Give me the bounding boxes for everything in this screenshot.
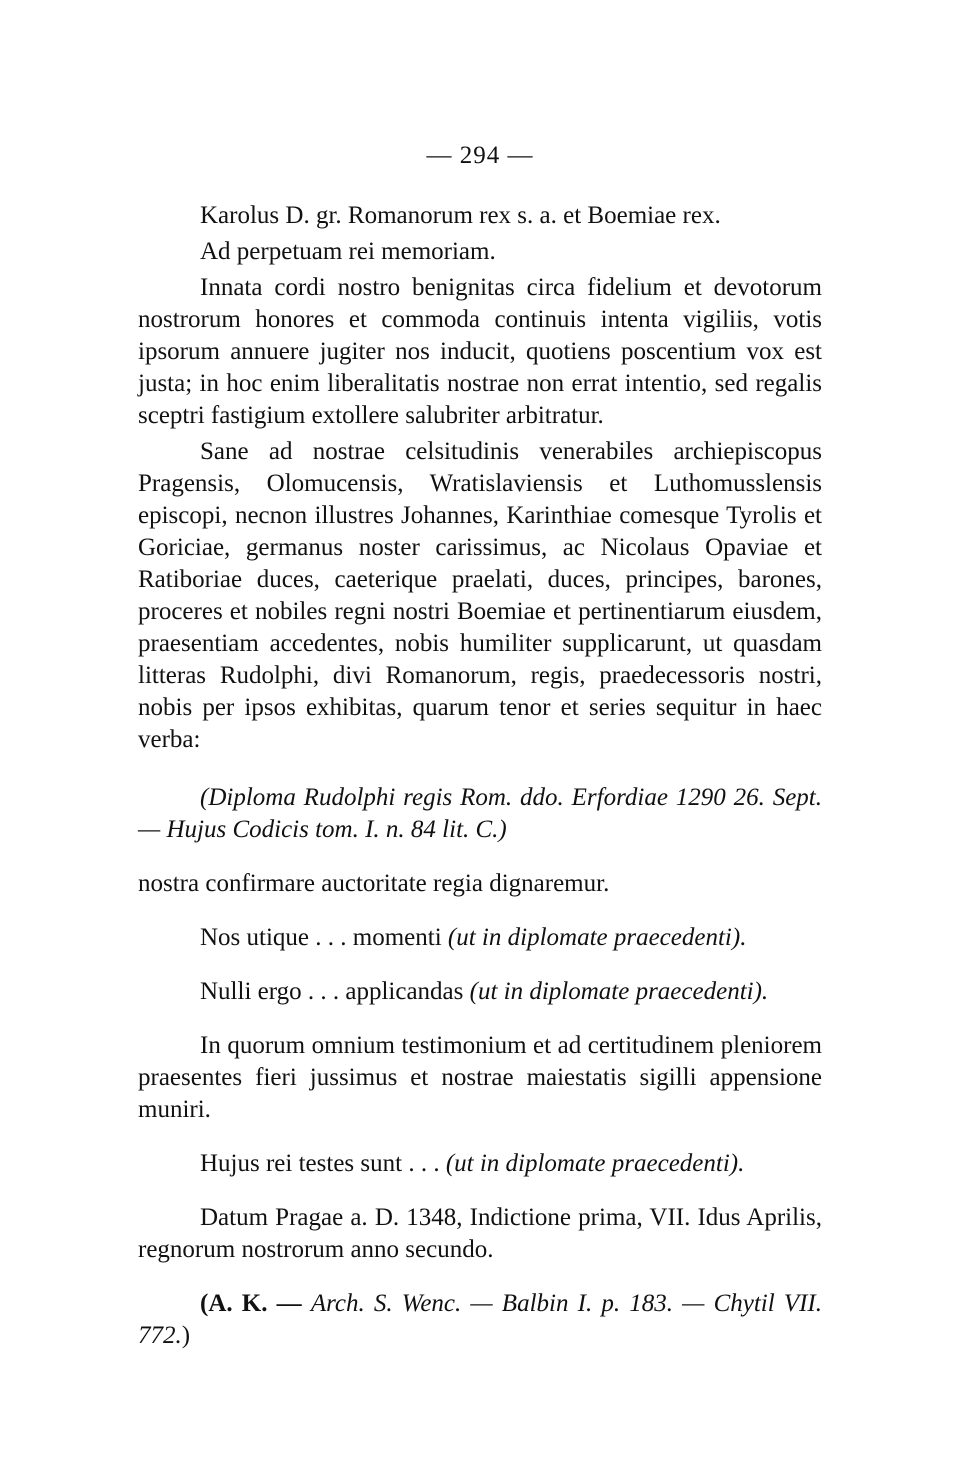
paragraph-sane: Sane ad nostrae celsitudinis venerabiles archiepiscopus Pragensis, Olomucensis, Wratislaviensis et Luthomusslensis episcopi, necnon illustres Johannes, Karinthiae comesque Tyrolis et Goriciae, germanus noster carissimus, ac Nicolaus Opaviae et Ratiboriae duces, caeterique praelati, duces, principes, barones, proceres et nobiles regni nostri Boemiae et pertinentiarum eiusdem, praesentiam accedentes, nobis humiliter supplicarunt, ut quasdam litteras Rudolphi, divi Romanorum, regis, praedecessoris nostri, nobis per ipsos exhibitas, quarum tenor et series sequitur in haec verba:	[138, 438, 822, 753]
hujus-rei-reference: (ut in diplomate praecedenti).	[445, 1150, 745, 1177]
paragraph-diploma-reference: (Diploma Rudolphi regis Rom. ddo. Erfordiae 1290 26. Sept. — Hujus Codicis tom. I. n. 84 lit. C.)	[138, 784, 822, 843]
document-body	[138, 196, 822, 1352]
nos-utique-text: Nos utique . . . momenti	[200, 924, 448, 951]
paragraph-in-quorum: In quorum omnium testimonium et ad certitudinem pleniorem praesentes fieri jussimus et nostrae maiestatis sigilli appensione muniri.	[138, 1032, 822, 1123]
paragraph-innata: Innata cordi nostro benignitas circa fidelium et devotorum nostrorum honores et commoda continuis intenta vigiliis, votis ipsorum annuere jugiter nos inducit, quotiens poscentium vox est justa; in hoc enim liberalitatis nostrae non errat intentio, sed regalis sceptri fastigium extollere salubriter arbitratur.	[138, 274, 822, 429]
paragraph-nos-utique	[138, 922, 822, 954]
paragraph-source	[138, 1288, 822, 1352]
paragraph-confirmare: nostra confirmare auctoritate regia dignaremur.	[138, 870, 610, 897]
nulli-ergo-text: Nulli ergo . . . applicandas	[200, 978, 470, 1005]
source-references: Arch. S. Wenc. — Balbin I. p. 183. — Chytil VII. 772.	[138, 1290, 823, 1349]
paragraph-nulli-ergo	[138, 976, 822, 1008]
charter-title: Karolus D. gr. Romanorum rex s. a. et Boemiae rex.	[200, 202, 721, 229]
source-close-paren: )	[181, 1322, 191, 1349]
page-number: — 294 —	[426, 142, 534, 169]
source-archive-abbrev: (A. K. —	[200, 1290, 311, 1317]
hujus-rei-text: Hujus rei testes sunt . . .	[200, 1150, 446, 1177]
paragraph-datum: Datum Pragae a. D. 1348, Indictione prima, VII. Idus Aprilis, regnorum nostrorum anno secundo.	[138, 1204, 822, 1263]
charter-memoriam: Ad perpetuam rei memoriam.	[200, 238, 496, 265]
nulli-ergo-reference: (ut in diplomate praecedenti).	[469, 978, 769, 1005]
nos-utique-reference: (ut in diplomate praecedenti).	[447, 924, 747, 951]
paragraph-hujus-rei	[138, 1148, 822, 1180]
